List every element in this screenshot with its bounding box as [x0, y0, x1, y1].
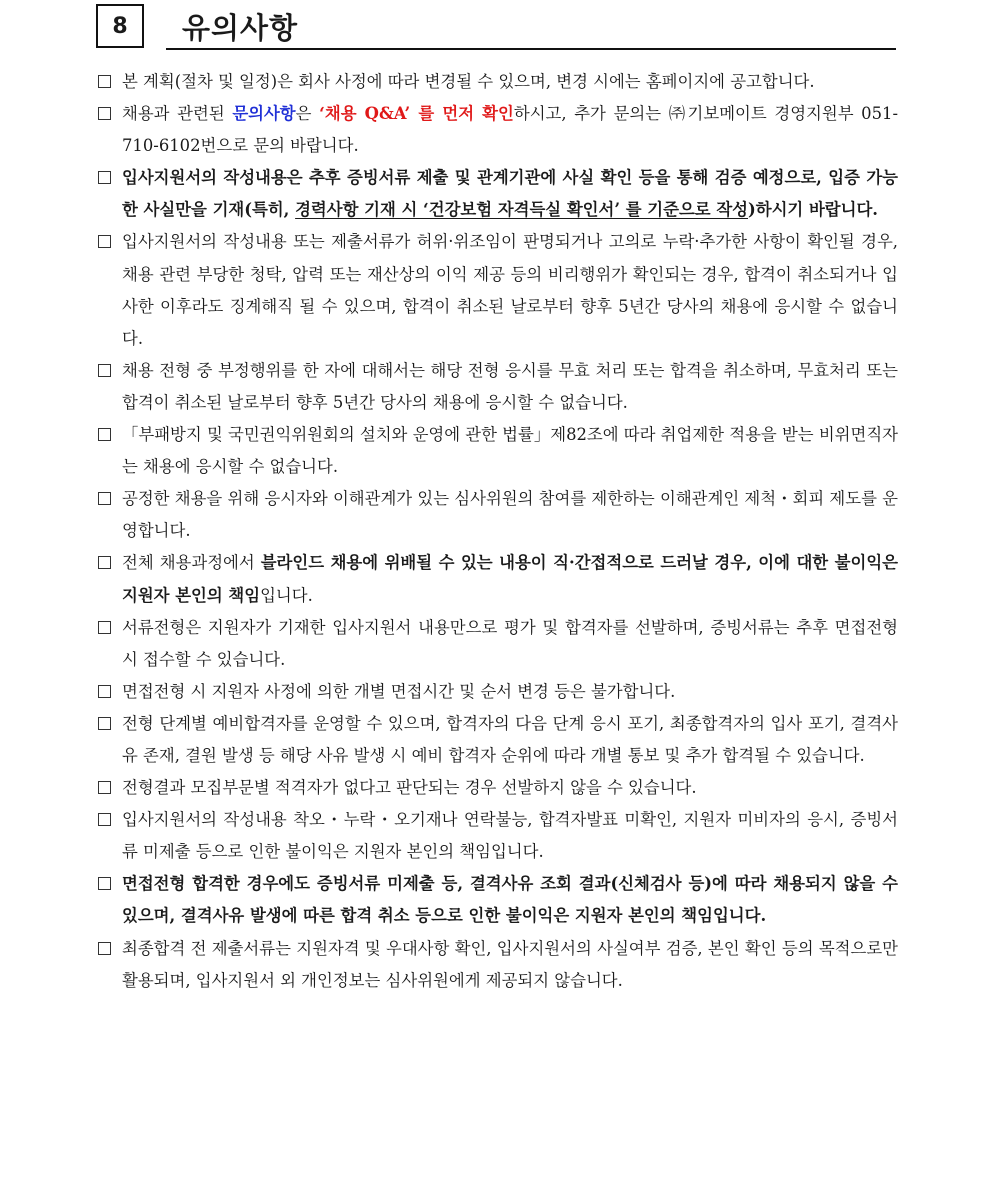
- notice-text: 면접전형 합격한 경우에도 증빙서류 미제출 등, 결격사유 조회 결과(신체검사 등)에 따라 채용되지 않을 수 있으며, 결격사유 발생에 따른 합격 취소 등으로 인한 불이익은 지원자 본인의 책임입니다.: [122, 874, 898, 926]
- notice-item-document-screening: [96, 612, 898, 676]
- checkbox-icon: [98, 107, 111, 120]
- notice-text: 입사지원서의 작성내용 착오・누락・오기재나 연락불능, 합격자발표 미확인, 지원자 미비자의 응시, 증빙서류 미제출 등으로 인한 불이익은 지원자 본인의 책임입니다.: [122, 810, 898, 862]
- notice-text: 서류전형은 지원자가 기재한 입사지원서 내용만으로 평가 및 합격자를 선발하며, 증빙서류는 추후 면접전형 시 접수할 수 있습니다.: [122, 617, 898, 669]
- notice-item-verification: [96, 162, 898, 226]
- notice-item-false-info: [96, 226, 898, 354]
- notice-item-anticorruption-law: [96, 419, 898, 483]
- notice-text: 「부패방지 및 국민권익위원회의 설치와 운영에 관한 법률」제82조에 따라 취업제한 적용을 받는 비위면직자는 채용에 응시할 수 없습니다.: [122, 425, 898, 477]
- notice-item-blind-hiring: [96, 547, 898, 611]
- notice-item-misconduct: [96, 355, 898, 419]
- checkbox-icon: [98, 235, 111, 248]
- checkbox-icon: [98, 813, 111, 826]
- section-title: 유의사항: [182, 11, 299, 45]
- notice-text-post: 입니다.: [260, 585, 313, 605]
- checkbox-icon: [98, 75, 111, 88]
- notice-text: 전형 단계별 예비합격자를 운영할 수 있으며, 합격자의 다음 단계 응시 포기, 최종합격자의 입사 포기, 결격사유 존재, 결원 발생 등 해당 사유 발생 시 예비 합격자 순위에 따라 개별 통보 및 추가 합격될 수 있습니다.: [122, 713, 898, 765]
- checkbox-icon: [98, 877, 111, 890]
- notice-text: 공정한 채용을 위해 응시자와 이해관계가 있는 심사위원의 참여를 제한하는 이해관계인 제척・회피 제도를 운영합니다.: [122, 489, 898, 541]
- notice-text: 최종합격 전 제출서류는 지원자격 및 우대사항 확인, 입사지원서의 사실여부 검증, 본인 확인 등의 목적으로만 활용되며, 입사지원서 외 개인정보는 심사위원에게 제공되지 않습니다.: [122, 938, 898, 990]
- notice-text: 본 계획(절차 및 일정)은 회사 사정에 따라 변경될 수 있으며, 변경 시에는 홈페이지에 공고합니다.: [122, 72, 815, 91]
- checkbox-icon: [98, 556, 111, 569]
- checkbox-icon: [98, 621, 111, 634]
- notice-item-applicant-responsibility: [96, 804, 898, 868]
- checkbox-icon: [98, 364, 111, 377]
- title-underline: [166, 48, 896, 50]
- notice-item-no-qualified: [96, 772, 898, 804]
- checkbox-icon: [98, 492, 111, 505]
- career-underlined-text: 경력사항 기재 시 ‘건강보험 자격득실 확인서’ 를 기준으로 작성: [295, 200, 748, 220]
- notice-text-post: )하시기 바랍니다.: [748, 200, 879, 220]
- notice-list: [96, 66, 898, 997]
- notice-item-interview-schedule: [96, 676, 898, 708]
- notice-text: 입사지원서의 작성내용 또는 제출서류가 허위·위조임이 판명되거나 고의로 누락·추가한 사항이 확인될 경우, 채용 관련 부당한 청탁, 압력 또는 재산상의 이익 제공 등의 비리행위가 확인되는 경우, 합격이 취소되거나 입사한 이후라도 징계해직 될 수 있으며, 합격이 취소된 날로부터 향후 5년간 당사의 채용에 응시할 수 없습니다.: [122, 232, 898, 348]
- notice-text-pre: 전체 채용과정에서: [122, 553, 261, 573]
- checkbox-icon: [98, 428, 111, 441]
- checkbox-icon: [98, 942, 111, 955]
- notice-text: 면접전형 시 지원자 사정에 의한 개별 면접시간 및 순서 변경 등은 불가합니다.: [122, 681, 676, 701]
- notice-item-schedule-change: [96, 66, 898, 98]
- notice-text-mid: 은: [295, 104, 320, 124]
- notice-text-post: 하시고, 추가 문의는 ㈜기보메이트 경영지원부 051-710-6102번으로 문의 바랍니다.: [122, 104, 899, 156]
- inquiry-highlight: 문의사항: [232, 104, 296, 124]
- notice-item-inquiry: [96, 98, 898, 162]
- notice-item-personal-info: [96, 933, 898, 997]
- checkbox-icon: [98, 685, 111, 698]
- qna-highlight: ‘채용 Q&A’ 를 먼저 확인: [319, 104, 514, 124]
- section-header: [96, 4, 896, 50]
- notice-text-pre: 입사지원서의 작성내용은 추후 증빙서류 제출 및 관계기관에 사실 확인 등을 통해 검증 예정으로, 입증 가능한 사실만을 기재(특히,: [122, 168, 898, 220]
- checkbox-icon: [98, 781, 111, 794]
- notice-text: 채용 전형 중 부정행위를 한 자에 대해서는 해당 전형 응시를 무효 처리 또는 합격을 취소하며, 무효처리 또는 합격이 취소된 날로부터 향후 5년간 당사의 채용에 응시할 수 없습니다.: [122, 360, 898, 412]
- blind-hiring-bold-text: 블라인드 채용에 위배될 수 있는 내용이 직·간접적으로 드러날 경우, 이에 대한 불이익은 지원자 본인의 책임: [122, 553, 898, 605]
- checkbox-icon: [98, 717, 111, 730]
- notice-text-pre: 채용과 관련된: [122, 104, 233, 124]
- section-number: 8: [96, 4, 144, 48]
- notice-text: 전형결과 모집부문별 적격자가 없다고 판단되는 경우 선발하지 않을 수 있습니다.: [122, 778, 697, 798]
- notice-item-recusal: [96, 483, 898, 547]
- checkbox-icon: [98, 171, 111, 184]
- notice-item-disqualification: [96, 868, 898, 932]
- notice-item-reserve-candidates: [96, 708, 898, 772]
